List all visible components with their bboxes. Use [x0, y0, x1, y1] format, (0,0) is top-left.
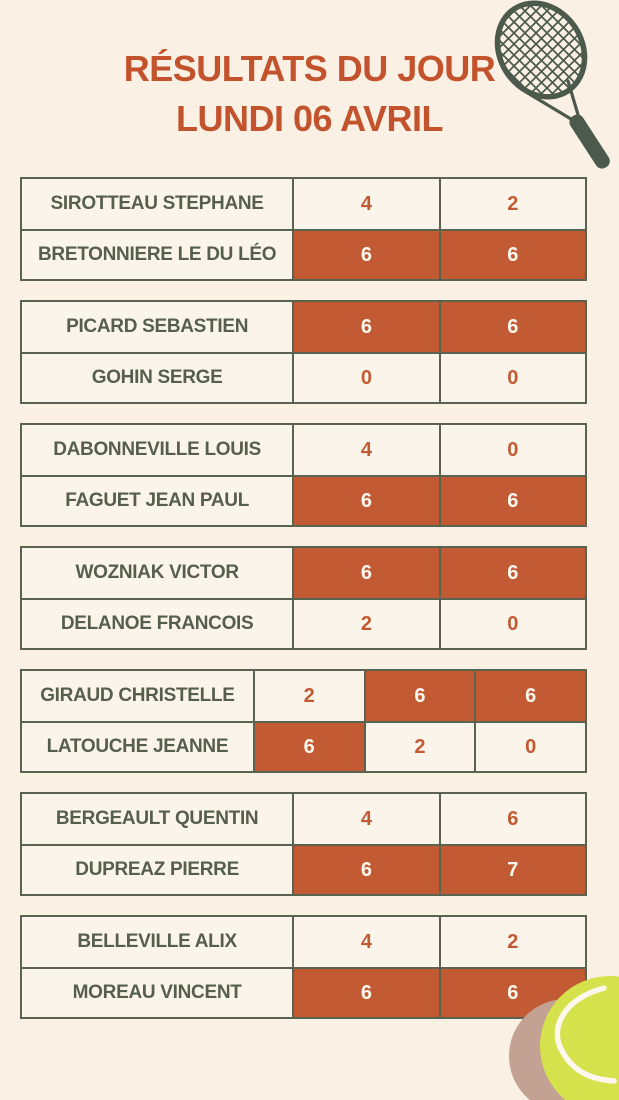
player-name: GOHIN SERGE	[91, 367, 223, 388]
set-score: 6	[292, 231, 438, 279]
set-score: 0	[439, 425, 585, 475]
set-score: 4	[292, 179, 438, 229]
match-table	[20, 669, 587, 773]
match-table	[20, 300, 587, 404]
player-name: LATOUCHE JEANNE	[46, 736, 229, 757]
player-name: DUPREAZ PIERRE	[75, 859, 239, 880]
player-name: MOREAU VINCENT	[72, 982, 242, 1003]
set-score: 4	[292, 917, 438, 967]
player-row	[22, 425, 585, 475]
set-score: 2	[439, 917, 585, 967]
player-row	[22, 548, 585, 598]
set-score: 6	[439, 969, 585, 1017]
page-title-line2: LUNDI 06 AVRIL	[175, 98, 444, 139]
player-name: BELLEVILLE ALIX	[77, 931, 237, 952]
set-score: 6	[292, 969, 438, 1017]
player-row	[22, 721, 585, 771]
player-name: BRETONNIERE LE DU LÉO	[37, 244, 277, 265]
player-name: PICARD SEBASTIEN	[66, 316, 249, 337]
set-score: 6	[439, 231, 585, 279]
player-name: DELANOE FRANCOIS	[60, 613, 254, 634]
set-score: 4	[292, 425, 438, 475]
player-row	[22, 794, 585, 844]
match-table	[20, 177, 587, 281]
set-score: 6	[364, 671, 475, 721]
player-name: GIRAUD CHRISTELLE	[40, 685, 235, 706]
set-score: 4	[292, 794, 438, 844]
page-title	[0, 0, 619, 144]
match-table	[20, 546, 587, 650]
player-name: WOZNIAK VICTOR	[75, 562, 239, 583]
set-score: 0	[292, 354, 438, 402]
set-score: 6	[439, 477, 585, 525]
set-score: 0	[439, 600, 585, 648]
match-table	[20, 423, 587, 527]
player-row	[22, 475, 585, 525]
set-score: 6	[474, 671, 585, 721]
player-row	[22, 302, 585, 352]
set-score: 6	[292, 548, 438, 598]
tennis-ball-icon	[480, 970, 619, 1100]
set-score: 0	[474, 723, 585, 771]
player-name: FAGUET JEAN PAUL	[65, 490, 250, 511]
set-score: 2	[364, 723, 475, 771]
player-row	[22, 179, 585, 229]
player-name: SIROTTEAU STEPHANE	[50, 193, 264, 214]
match-table	[20, 792, 587, 896]
set-score: 6	[439, 794, 585, 844]
set-score: 7	[439, 846, 585, 894]
results-list	[0, 177, 619, 1019]
player-row	[22, 598, 585, 648]
player-row	[22, 352, 585, 402]
set-score: 2	[253, 671, 364, 721]
player-name: BERGEAULT QUENTIN	[55, 808, 259, 829]
player-row	[22, 917, 585, 967]
page-title-line1: RÉSULTATS DU JOUR	[123, 48, 496, 89]
set-score: 2	[292, 600, 438, 648]
set-score: 6	[439, 302, 585, 352]
set-score: 0	[439, 354, 585, 402]
player-row	[22, 844, 585, 894]
set-score: 6	[292, 302, 438, 352]
player-row	[22, 229, 585, 279]
set-score: 6	[253, 723, 364, 771]
set-score: 2	[439, 179, 585, 229]
player-row	[22, 671, 585, 721]
set-score: 6	[292, 846, 438, 894]
set-score: 6	[292, 477, 438, 525]
set-score: 6	[439, 548, 585, 598]
player-name: DABONNEVILLE LOUIS	[53, 439, 262, 460]
